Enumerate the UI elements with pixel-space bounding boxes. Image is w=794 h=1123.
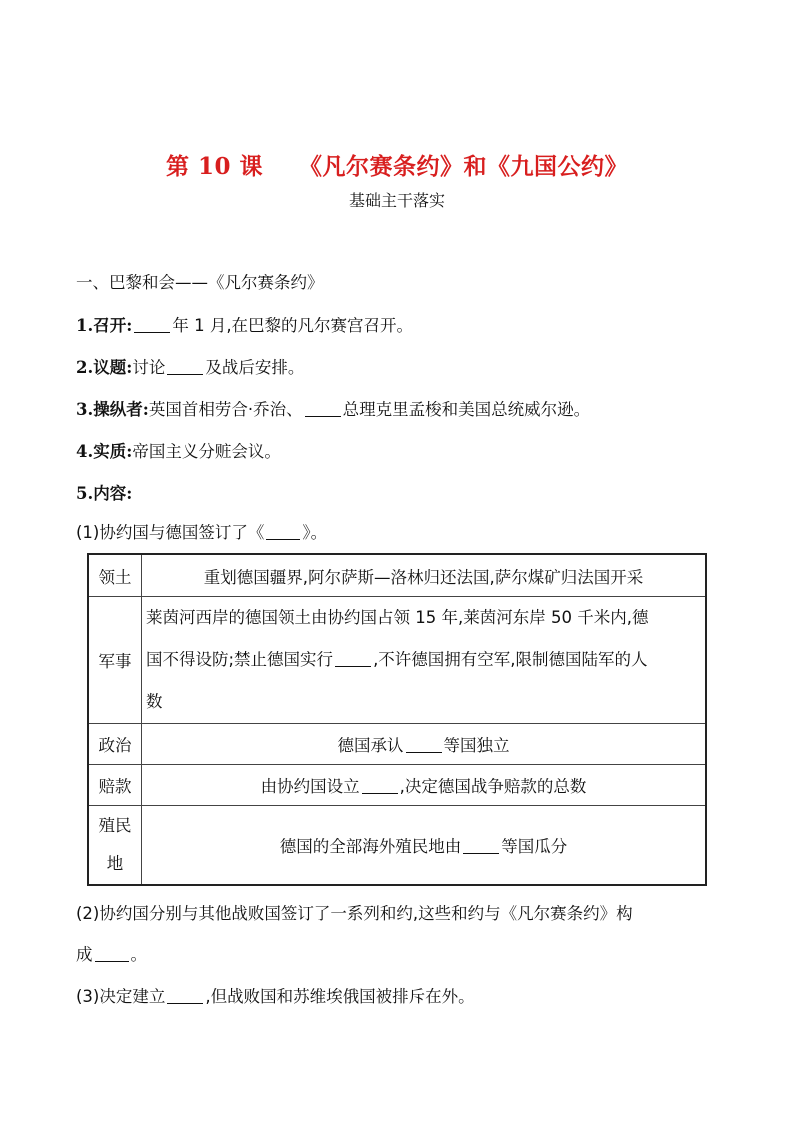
answer-blank[interactable] [167, 987, 203, 1004]
item-text: ,但战败国和苏维埃俄国被排斥在外。 [205, 987, 475, 1006]
answer-blank[interactable] [406, 736, 442, 753]
row-value: 重划德国疆界,阿尔萨斯—洛林归还法国,萨尔煤矿归法国开采 [142, 554, 707, 597]
lesson-title: 《凡尔赛条约》和《九国公约》 [299, 153, 629, 180]
row-label [88, 806, 142, 886]
sub-item-2-line1: (2)协约国分别与其他战败国签订了一系列和约,这些和约与《凡尔赛条约》构 [76, 904, 633, 923]
row-label: 领土 [88, 554, 142, 597]
answer-blank[interactable] [335, 650, 371, 667]
item-manipulators [76, 398, 590, 422]
table-row [88, 806, 706, 886]
row-value [142, 724, 707, 765]
item-text: (1)协约国与德国签订了《 [76, 523, 265, 542]
row-value [142, 765, 707, 806]
item-text: 》。 [302, 523, 328, 542]
sub-item-2-line2 [76, 943, 147, 967]
answer-blank[interactable] [463, 837, 499, 854]
page-subtitle: 基础主干落实 [348, 191, 445, 210]
item-text: (3)决定建立 [76, 987, 166, 1006]
row-text: ,不许德国拥有空军,限制德国陆军的人 [373, 650, 648, 669]
row-value [142, 597, 707, 724]
item-text: 成 [76, 945, 93, 964]
item-text: 年 1 月,在巴黎的凡尔赛宫召开。 [172, 316, 414, 335]
item-label: 4.实质: [76, 442, 133, 461]
item-essence [76, 440, 281, 464]
answer-blank[interactable] [134, 316, 170, 333]
row-text: ,决定德国战争赔款的总数 [399, 777, 587, 796]
sub-item-3 [76, 985, 475, 1009]
answer-blank[interactable] [167, 358, 203, 375]
row-label: 赔款 [88, 765, 142, 806]
row-text: 由协约国设立 [260, 777, 360, 796]
row-label: 军事 [88, 597, 142, 724]
table-row [88, 724, 706, 765]
item-text: 讨论 [132, 358, 166, 377]
row-label-line: 地 [106, 854, 124, 873]
row-text: 德国的全部海外殖民地由 [279, 837, 462, 856]
row-text: 德国承认 [337, 736, 404, 755]
item-label: 1.召开: [76, 316, 133, 335]
page-title [0, 148, 794, 181]
item-text: 英国首相劳合·乔治、 [148, 400, 303, 419]
item-text: 及战后安排。 [205, 358, 305, 377]
row-text-line: 数 [146, 692, 163, 711]
row-value [142, 806, 707, 886]
answer-blank[interactable] [95, 945, 129, 962]
item-agenda [76, 356, 304, 380]
lesson-number: 第 10 课 [165, 153, 264, 180]
treaty-content-table [87, 553, 707, 886]
table-row [88, 554, 706, 597]
row-label-line: 殖民 [98, 816, 132, 835]
answer-blank[interactable] [305, 400, 341, 417]
table-row [88, 765, 706, 806]
answer-blank[interactable] [362, 777, 398, 794]
section-heading: 一、巴黎和会——《凡尔赛条约》 [76, 273, 324, 292]
answer-blank[interactable] [266, 523, 300, 540]
sub-item-1 [76, 521, 327, 545]
row-text: 等国瓜分 [501, 837, 568, 856]
item-label: 5.内容: [76, 484, 133, 503]
item-text: 。 [130, 945, 147, 964]
item-label: 2.议题: [76, 358, 133, 377]
row-text: 国不得设防;禁止德国实行 [146, 650, 334, 669]
item-convene [76, 314, 413, 338]
item-text: 总理克里孟梭和美国总统威尔逊。 [342, 400, 591, 419]
item-label: 3.操纵者: [76, 400, 149, 419]
item-content [76, 482, 132, 506]
row-text-line [146, 639, 701, 681]
row-text: 等国独立 [443, 736, 510, 755]
table-row [88, 597, 706, 724]
row-label: 政治 [88, 724, 142, 765]
row-text-line: 莱茵河西岸的德国领土由协约国占领 15 年,莱茵河东岸 50 千米内,德 [146, 608, 649, 627]
item-text: 帝国主义分赃会议。 [132, 442, 281, 461]
